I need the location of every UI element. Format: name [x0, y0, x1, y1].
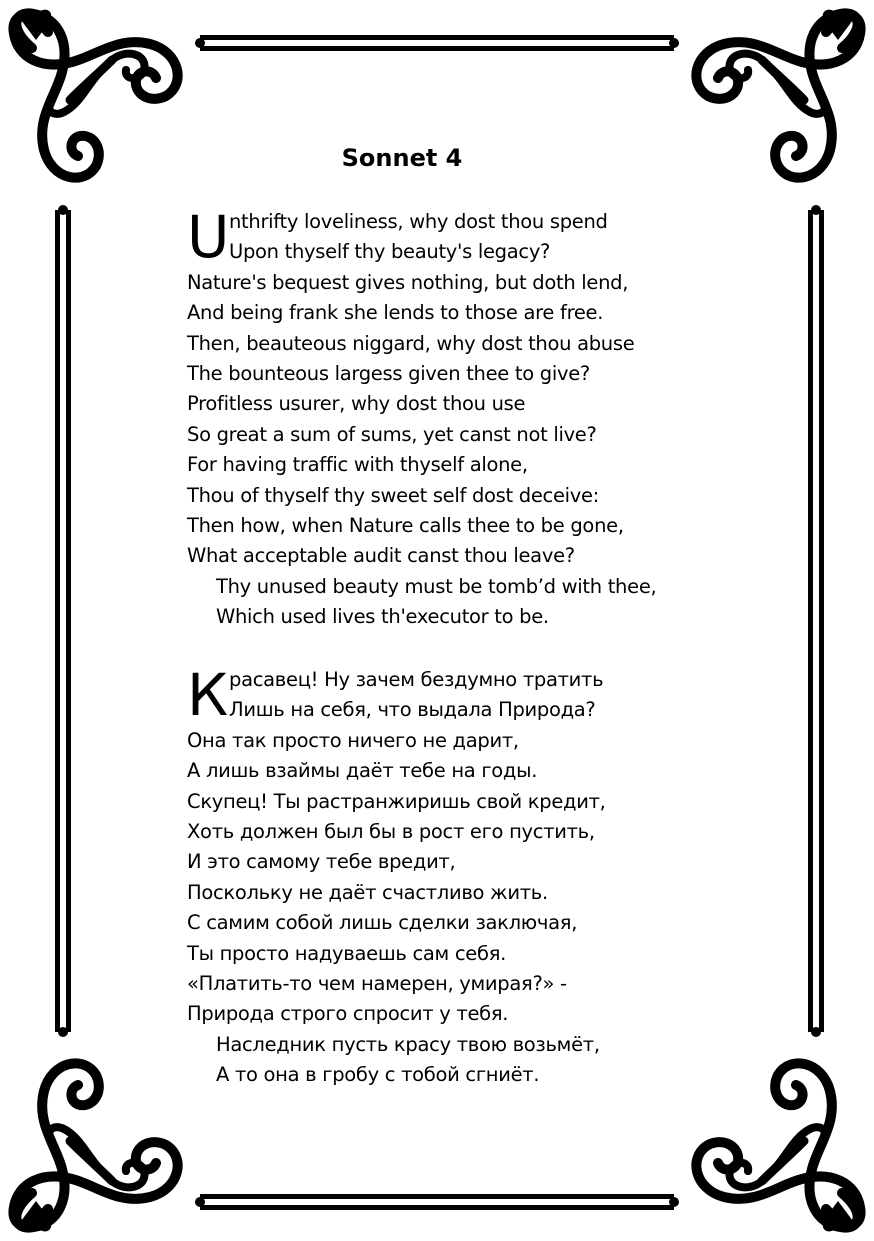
poem-line: Then, beauteous niggard, why dost thou abuse	[187, 331, 635, 355]
poem-line: What acceptable audit canst thou leave?	[187, 544, 575, 568]
poem-line: расавец! Ну зачем бездумно тратить	[229, 668, 604, 691]
drop-cap-english: U	[187, 203, 230, 271]
corner-ornament-bottom-left	[13, 1063, 177, 1231]
top-rule-inner	[200, 46, 674, 51]
poem-line: «Платить-то чем намерен, умирая?» -	[187, 971, 567, 995]
poem-line: С самим собой лишь сделки заключая,	[187, 911, 578, 935]
poem-line: И это самому тебе вредит,	[187, 850, 456, 874]
drop-cap-russian: К	[187, 661, 229, 729]
bottom-rule-inner	[200, 1205, 674, 1210]
poem-line: So great a sum of sums, yet canst not live?	[187, 422, 597, 446]
poem-line: Nature's bequest gives nothing, but doth lend,	[187, 270, 629, 294]
poem-line: А лишь взаймы даёт тебе на годы.	[187, 759, 538, 783]
poem-line: Ты просто надуваешь сам себя.	[187, 941, 507, 965]
poem-line: Лишь на себя, что выдала Природа?	[229, 698, 596, 722]
top-rule-outer	[200, 35, 674, 40]
poem-line: Скупец! Ты растранжиришь свой кредит,	[187, 789, 606, 813]
right-rule-inner	[819, 210, 824, 1032]
couplet-line: А то она в гробу с тобой сгниёт.	[216, 1063, 540, 1087]
poem-line: Upon thyself thy beauty's legacy?	[229, 240, 551, 264]
poem-line: And being frank she lends to those are free.	[187, 301, 604, 325]
left-rule-outer	[55, 210, 60, 1032]
poem-line: Profitless usurer, why dost thou use	[187, 392, 526, 416]
poem-line: nthrifty loveliness, why dost thou spend	[229, 210, 608, 233]
russian-translation	[187, 661, 747, 1090]
couplet-line: Which used lives th'executor to be.	[216, 605, 549, 629]
poem-line: Она так просто ничего не дарит,	[187, 728, 519, 752]
poem-line: Поскольку не даёт счастливо жить.	[187, 880, 548, 904]
left-rule-inner	[66, 210, 71, 1032]
poem-line: Thou of thyself thy sweet self dost deceive:	[187, 483, 599, 507]
poem-line: The bounteous largess given thee to give?	[187, 361, 590, 385]
couplet-line: Наследник пусть красу твою возьмёт,	[216, 1032, 600, 1056]
couplet-line: Thy unused beauty must be tomb’d with thee,	[216, 574, 657, 598]
poem-line: For having traffic with thyself alone,	[187, 453, 528, 477]
english-sonnet	[187, 203, 747, 632]
right-rule-outer	[808, 210, 813, 1032]
bottom-rule-outer	[200, 1194, 674, 1199]
page-title: Sonnet 4	[341, 144, 463, 172]
poem-line: Природа строго спросит у тебя.	[187, 1002, 509, 1026]
poem-line: Хоть должен был бы в рост его пустить,	[187, 819, 595, 843]
poem-line: Then how, when Nature calls thee to be gone,	[187, 513, 624, 537]
